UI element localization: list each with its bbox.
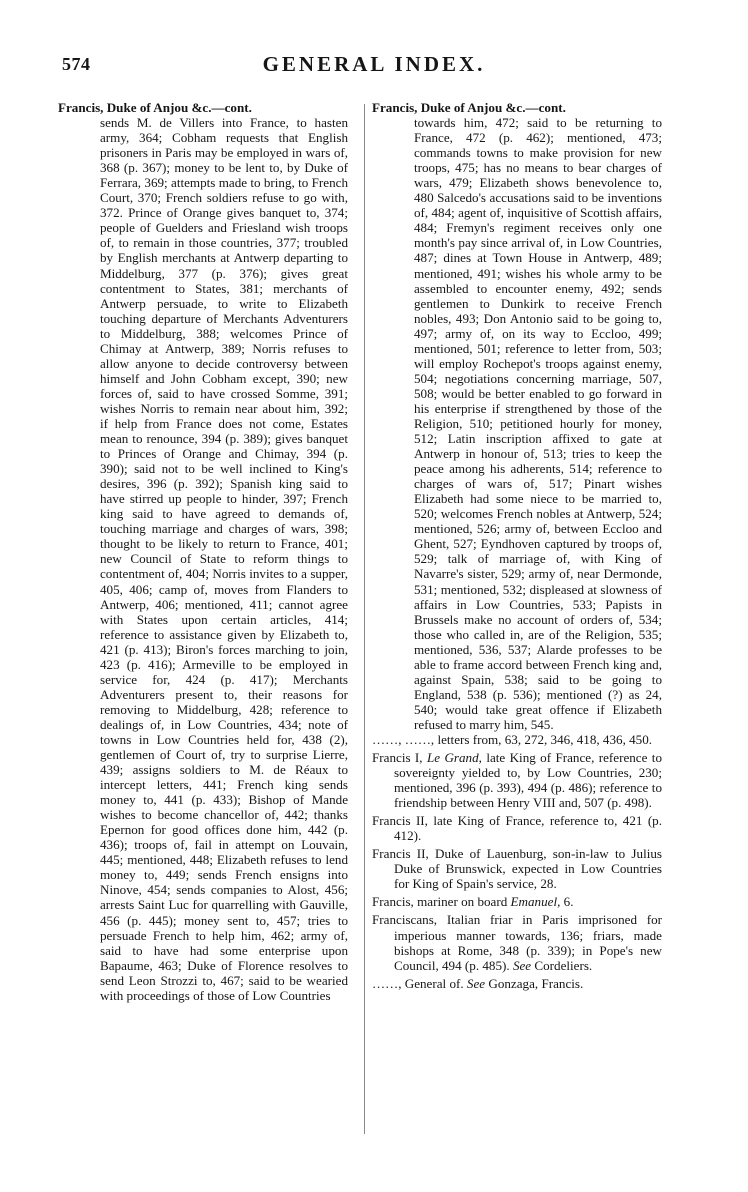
see-reference-label: See <box>512 957 532 973</box>
entry-name: Francis I, <box>372 750 423 766</box>
entry-text: Franciscans, Italian friar in Paris imprisoned for imperious manner towards, 136; friars, made bishops at Rome, 348 (p. 339); in Pope's new Council, 494 (p. 485). <box>372 912 662 973</box>
index-entry-franciscans <box>372 912 662 972</box>
entry-heading: Francis, Duke of Anjou &c.—cont. <box>58 100 252 115</box>
letters-subentry: ……, ……, letters from, 63, 272, 346, 418, 436, 450. <box>372 731 653 747</box>
index-entry-francis-mariner <box>372 894 662 909</box>
ship-name: Emanuel, <box>510 894 561 910</box>
entry-text: Francis, mariner on board <box>372 894 508 910</box>
running-title: GENERAL INDEX. <box>262 52 486 76</box>
left-column <box>58 100 348 1003</box>
see-reference: Gonzaga, Francis. <box>488 975 584 991</box>
see-reference: Cordeliers. <box>534 957 593 973</box>
index-entry-francis-ii-king: Francis II, late King of France, reference to, 421 (p. 412). <box>372 813 662 844</box>
entry-epithet: Le Grand, <box>426 750 482 766</box>
right-column <box>372 100 662 994</box>
entry-body: sends M. de Villers into France, to hasten army, 364; Cobham requests that English prisoners in Paris may be employed in wars of, 368 (p. 367); money to be lent to, by Duke of Ferrara, 369; attempts made to bring, to French Court, 370; French soldiers refuse to go with, 372. Prince of Orange gives banquet to, 374; people of Guelders and Friesland wish troops of, to remain in those countries, 377; troubled by English merchants at Antwerp departing to Middelburg, 377 (p. 376); gives great contentment to States, 381; merchants of Antwerp persuade, to write to Elizabeth touching departure of Merchants Adventurers to Middelburg, 388; welcomes Prince of Chimay at Antwerp, 389; Norris refuses to allow anyone to decide controversy between himself and John Cobham except, 390; new forces of, said to have crossed Somme, 391; wishes Norris to remain near about him, 392; if help from France does not come, Estates mean to renounce, 394 (p. 389); gives banquet to Princes of Orange and Chimay, 394 (p. 390); said not to be well inclined to King's desires, 396 (p. 392); Spanish king said to have stirred up people to hinder, 397; French king said to have agreed to demands of, touching marriage and charges of wars, 398; thought to be likely to return to France, 401; new Council of State to reform things to contentment of, 404; Norris invites to a supper, 405, 406; camp of, moves from Flanders to Antwerp, 406; mentioned, 411; cannot agree with States upon certain articles, 414; reference to assistance given by Elizabeth to, 421 (p. 413); Biron's forces marching to join, 423 (p. 416); Armeville to be employed in service for, 424 (p. 417); Merchants Adventurers present to, their reasons for removing to Middelburg, 428; reference to dealings of, in Low Countries, 434; note of towns in Low Countries held for, 438 (2), gentlemen of Court of, try to surprise Lierre, 439; assigns soldiers to M. de Réaux to intercept letters, 441; French king sends money to, 441 (p. 433); Bishop of Mande wishes to become chancellor of, 442; thanks Epernon for good offices done him, 442 (p. 436); troops of, fail in attempt on Louvain, 445; mentioned, 448; Elizabeth refuses to lend money to, 449; sends French ensigns into Ninove, 454; sends companies to Alost, 456; arrests Saint Luc for quarrelling with Gauville, 456 (p. 445); money sent to, 457; tries to persuade French to help him, 462; army of, said to have had some enterprise upon Bapaume, 463; Duke of Florence resolves to send Leon Strozzi to, 467; said to be wearied with proceedings of those of Low Countries <box>100 115 348 1003</box>
page-number: 574 <box>62 54 91 74</box>
index-entry-general-of <box>372 976 662 991</box>
entry-page: 6. <box>563 894 574 910</box>
entry-text: late King of France, reference to sovereignty yielded to, by Low Countries, 230; mentioned, 396 (p. 393), 494 (p. 486); reference to friendship between Henry VIII and, 507 (p. 498). <box>394 750 662 811</box>
entry-heading: Francis, Duke of Anjou &c.—cont. <box>372 100 566 115</box>
see-reference-label: See <box>466 975 486 991</box>
index-entry-francis-ii-lauenburg: Francis II, Duke of Lauenburg, son-in-law to Julius Duke of Brunswick, expected in Low Countries for King of Spain's service, 28. <box>372 846 662 892</box>
column-divider <box>364 104 365 1134</box>
entry-body: towards him, 472; said to be returning to France, 472 (p. 462); mentioned, 473; commands towns to make provision for new troops, 475; has no means to bear charges of wars, 479; Elizabeth shows benevolence to, 480 Salcedo's accusations said to be inventions of, 484; agent of, inquisitive of Scottish affairs, 484; Fremyn's regiment receives only one month's pay since arrival of, in Low Countries, 487; dines at Town House in Antwerp, 489; mentioned, 491; wishes his whole army to be assembled to encounter enemy, 492; sends gentlemen to Dunkirk to receive French nobles, 493; Don Antonio said to be going to, 497; army of, on its way to Eccloo, 499; mentioned, 501; reference to letter from, 503; will employ Rochepot's troops against enemy, 504; negotiations concerning marriage, 507, 508; would be better enabled to go forward in his enterprise if strengthened by those of the Religion, 510; petitioned hourly for money, 512; Latin inscription affixed to gate at Antwerp in honour of, 513; tries to keep the peace among his adherents, 514; reference to charges of wars of, 517; Pinart wishes Elizabeth had some niece to be married to, 520; welcomes French nobles at Antwerp, 524; mentioned, 526; army of, between Eccloo and Ghent, 527; Eyndhoven captured by troops of, 529; talk of marriage of, with King of Navarre's sister, 529; army of, near Dermonde, 531; mentioned, 532; displeased at slowness of affairs in Low Countries, 533; Papists in Brussels make no account of orders of, 534; those who called in, are of the Religion, 535; mentioned, 536, 537; Alarde professes to be able to frame accord between French king and, against Spain, 538; said to be going to England, 538 (p. 536); mentioned (?) as 24, 540; would take great offence if Elizabeth refused to marry him, 545. <box>414 115 662 732</box>
index-entry-francis-i <box>372 750 662 810</box>
entry-text: ……, General of. <box>372 975 464 991</box>
